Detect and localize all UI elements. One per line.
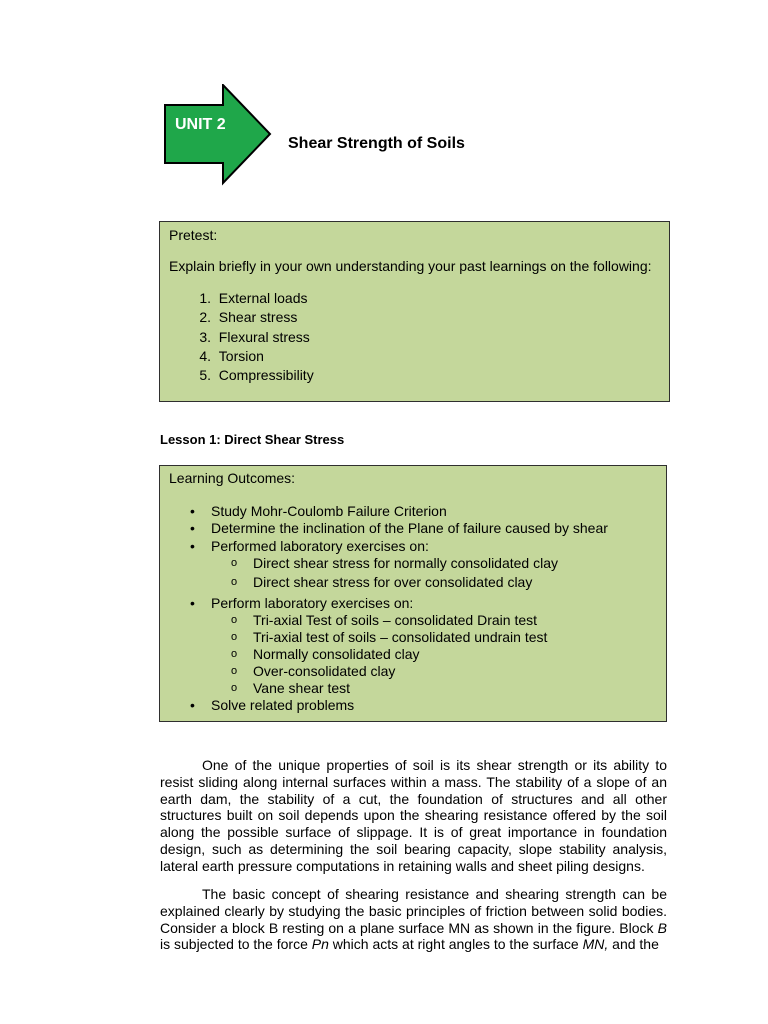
outcome-subitem: Direct shear stress for over consolidated clay [253, 574, 533, 590]
page-title: Shear Strength of Soils [288, 135, 465, 152]
list-number: 1. [199, 290, 211, 306]
sub-bullet-icon: o [231, 614, 238, 626]
outcome-subitem: Vane shear test [253, 680, 351, 696]
unit-label: UNIT 2 [175, 116, 226, 133]
list-item [169, 366, 314, 385]
outcome-subitem: Tri-axial test of soils – consolidated undrain test [253, 629, 548, 645]
list-item [169, 308, 314, 327]
list-number: 4. [199, 347, 211, 364]
list-item [169, 328, 314, 347]
outcome-subitem: Normally consolidated clay [253, 646, 420, 662]
italic-text: B [657, 919, 667, 936]
outcome-item: Perform laboratory exercises on: [211, 595, 414, 611]
bullet-icon: • [190, 520, 195, 536]
bullet-icon: • [190, 697, 195, 713]
outcome-item: Solve related problems [211, 697, 355, 713]
sub-bullet-icon: o [231, 682, 238, 694]
bullet-icon: • [190, 538, 195, 554]
sub-bullet-icon: o [231, 576, 238, 588]
italic-text: Pn [311, 936, 329, 953]
italic-text: MN, [582, 936, 609, 953]
bullet-icon: • [190, 595, 195, 611]
list-text: Torsion [218, 347, 264, 364]
outcome-subitem: Direct shear stress for normally consolidated clay [253, 555, 559, 571]
body-paragraph [160, 886, 667, 953]
list-number: 2. [199, 309, 211, 326]
list-number: 5. [199, 367, 211, 384]
pretest-list [169, 289, 314, 385]
list-number: 3. [199, 328, 211, 345]
outcome-subitem: Tri-axial Test of soils – consolidated Drain test [253, 612, 538, 628]
list-item [169, 289, 314, 308]
outcomes-label: Learning Outcomes: [169, 470, 296, 486]
sub-bullet-icon: o [231, 665, 238, 677]
paragraph-text: The basic concept of shearing resistance and shearing strength can be explained clearly by studying the basic principles of friction between solid bodies. Consider a block B resting on a plane surface MN as shown in the figure. Block [160, 886, 667, 936]
outcome-item: Determine the inclination of the Plane of failure caused by shear [211, 520, 608, 536]
outcome-subitem: Over-consolidated clay [253, 663, 396, 679]
lesson-title: Lesson 1: Direct Shear Stress [160, 432, 345, 447]
sub-bullet-icon: o [231, 557, 238, 569]
sub-bullet-icon: o [231, 631, 238, 643]
pretest-label: Pretest: [169, 227, 218, 243]
sub-bullet-icon: o [231, 648, 238, 660]
list-item [169, 347, 314, 366]
list-text: External loads [218, 290, 308, 306]
pretest-box [159, 221, 670, 402]
outcome-item: Performed laboratory exercises on: [211, 538, 429, 554]
outcome-item: Study Mohr-Coulomb Failure Criterion [211, 503, 447, 519]
bullet-icon: • [190, 503, 195, 519]
list-text: Shear stress [218, 309, 298, 326]
pretest-instruction: Explain briefly in your own understanding your past learnings on the following: [169, 258, 652, 274]
learning-outcomes-box [159, 465, 667, 722]
paragraph-text: which acts at right angles to the surface [328, 936, 583, 953]
list-text: Compressibility [218, 367, 314, 384]
body-paragraph: One of the unique properties of soil is its shear strength or its ability to resist sliding along internal surfaces within a mass. The stability of a slope of an earth dam, the stability of a cut, the foundation of structures and all other structures built on soil depends upon the shearing resistance offered by the soil along the possible surface of slippage. It is of great importance in foundation design, such as determining the soil bearing capacity, slope stability analysis, lateral earth pressure computations in retaining walls and sheet piling designs. [160, 757, 667, 874]
unit-arrow-icon [163, 84, 273, 186]
paragraph-text: is subjected to the force [160, 936, 312, 953]
paragraph-text: and the [608, 936, 659, 953]
list-text: Flexural stress [218, 328, 310, 345]
